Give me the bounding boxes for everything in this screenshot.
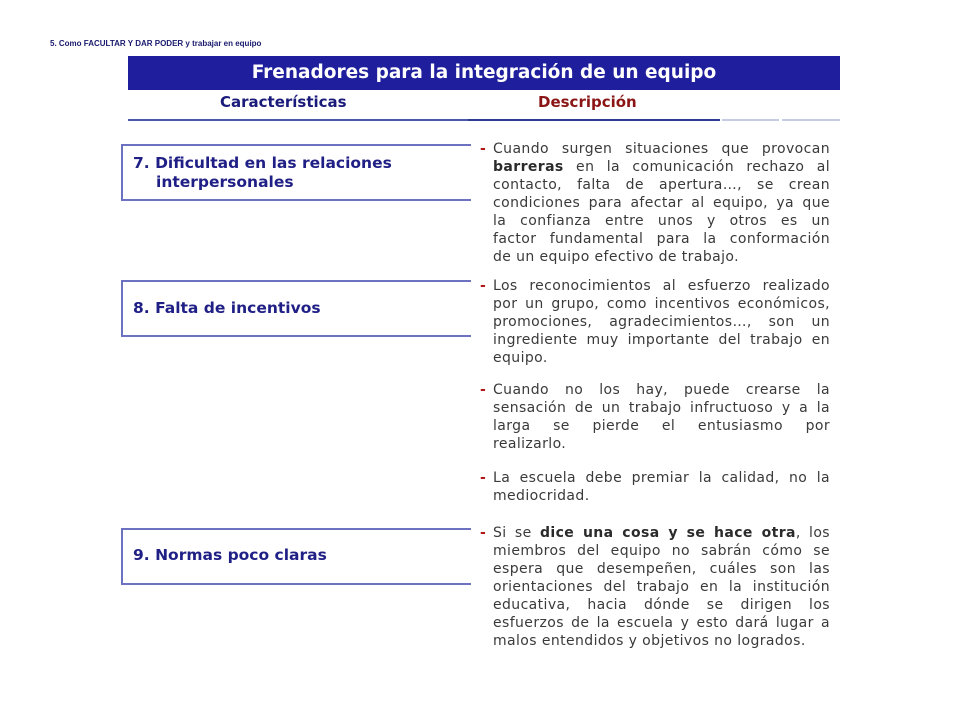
description-line: mediocridad. bbox=[493, 488, 590, 504]
characteristic-title: 9. Normas poco claras bbox=[133, 546, 327, 564]
description-line: por un grupo, como incentivos económicos, bbox=[493, 296, 830, 312]
description-line: orientaciones del trabajo en la institución bbox=[493, 579, 830, 595]
banner-title: Frenadores para la integración de un equipo bbox=[128, 56, 840, 90]
description-line: educativa, hacia dónde se dirigen los bbox=[493, 597, 830, 613]
description-line: esfuerzos de la escuela y esto dará lugar a bbox=[493, 615, 830, 631]
description-paragraph bbox=[480, 469, 830, 505]
description-line: realizarlo. bbox=[493, 436, 567, 452]
description-line: promociones, agradecimientos…, son un bbox=[493, 314, 830, 330]
description-line: malos entendidos y objetivos no logrados. bbox=[493, 633, 806, 649]
characteristic-box-8 bbox=[121, 280, 471, 337]
description-line: Cuando no los hay, puede crearse la bbox=[493, 382, 830, 398]
description-line: contacto, falta de apertura…, se crean bbox=[493, 177, 830, 193]
header-divider bbox=[128, 119, 468, 121]
description-line: equipo. bbox=[493, 350, 548, 366]
description-text: , los bbox=[795, 525, 830, 541]
description-line: ingrediente muy importante del trabajo en bbox=[493, 332, 830, 348]
description-text: en la comunicación rechazo al bbox=[563, 159, 830, 175]
description-text: Si se bbox=[493, 525, 540, 541]
description-line: factor fundamental para la conformación bbox=[493, 231, 830, 247]
emphasis-text: barreras bbox=[493, 159, 564, 175]
bullet-dash: - bbox=[480, 525, 487, 541]
bullet-dash: - bbox=[480, 141, 487, 157]
description-line: la confianza entre unos y otros es un bbox=[493, 213, 830, 229]
characteristic-box-9 bbox=[121, 528, 471, 585]
header-divider bbox=[782, 119, 840, 121]
characteristic-title: 8. Falta de incentivos bbox=[133, 299, 321, 317]
description-line bbox=[480, 158, 830, 176]
description-paragraph bbox=[480, 140, 830, 266]
description-line: de un equipo efectivo de trabajo. bbox=[493, 249, 739, 265]
description-line bbox=[480, 524, 830, 542]
description-line: miembros del equipo no sabrán cómo se bbox=[493, 543, 830, 559]
page-label: 5. Como FACULTAR Y DAR PODER y trabajar en equipo bbox=[50, 39, 262, 48]
characteristic-title: 7. Dificultad en las relaciones bbox=[133, 154, 392, 172]
description-line: Los reconocimientos al esfuerzo realizado bbox=[493, 278, 830, 294]
column-header-descripcion: Descripción bbox=[538, 93, 637, 111]
header-divider bbox=[722, 119, 779, 121]
description-line: Cuando surgen situaciones que provocan bbox=[493, 141, 830, 157]
description-line: La escuela debe premiar la calidad, no la bbox=[493, 470, 830, 486]
bullet-dash: - bbox=[480, 278, 487, 294]
description-paragraph bbox=[480, 381, 830, 453]
description-paragraph bbox=[480, 277, 830, 367]
column-header-caracteristicas: Características bbox=[220, 93, 347, 111]
description-line: condiciones para afectar al equipo, ya que bbox=[493, 195, 830, 211]
characteristic-box-7 bbox=[121, 144, 471, 201]
bullet-dash: - bbox=[480, 382, 487, 398]
description-line: larga se pierde el entusiasmo por bbox=[493, 418, 830, 434]
characteristic-title: interpersonales bbox=[156, 173, 294, 191]
description-paragraph bbox=[480, 524, 830, 650]
emphasis-text: dice una cosa y se hace otra bbox=[539, 525, 796, 541]
header-divider bbox=[468, 119, 720, 121]
bullet-dash: - bbox=[480, 470, 487, 486]
description-line: sensación de un trabajo infructuoso y a la bbox=[493, 400, 830, 416]
description-line: espera que desempeñen, cuáles son las bbox=[493, 561, 830, 577]
